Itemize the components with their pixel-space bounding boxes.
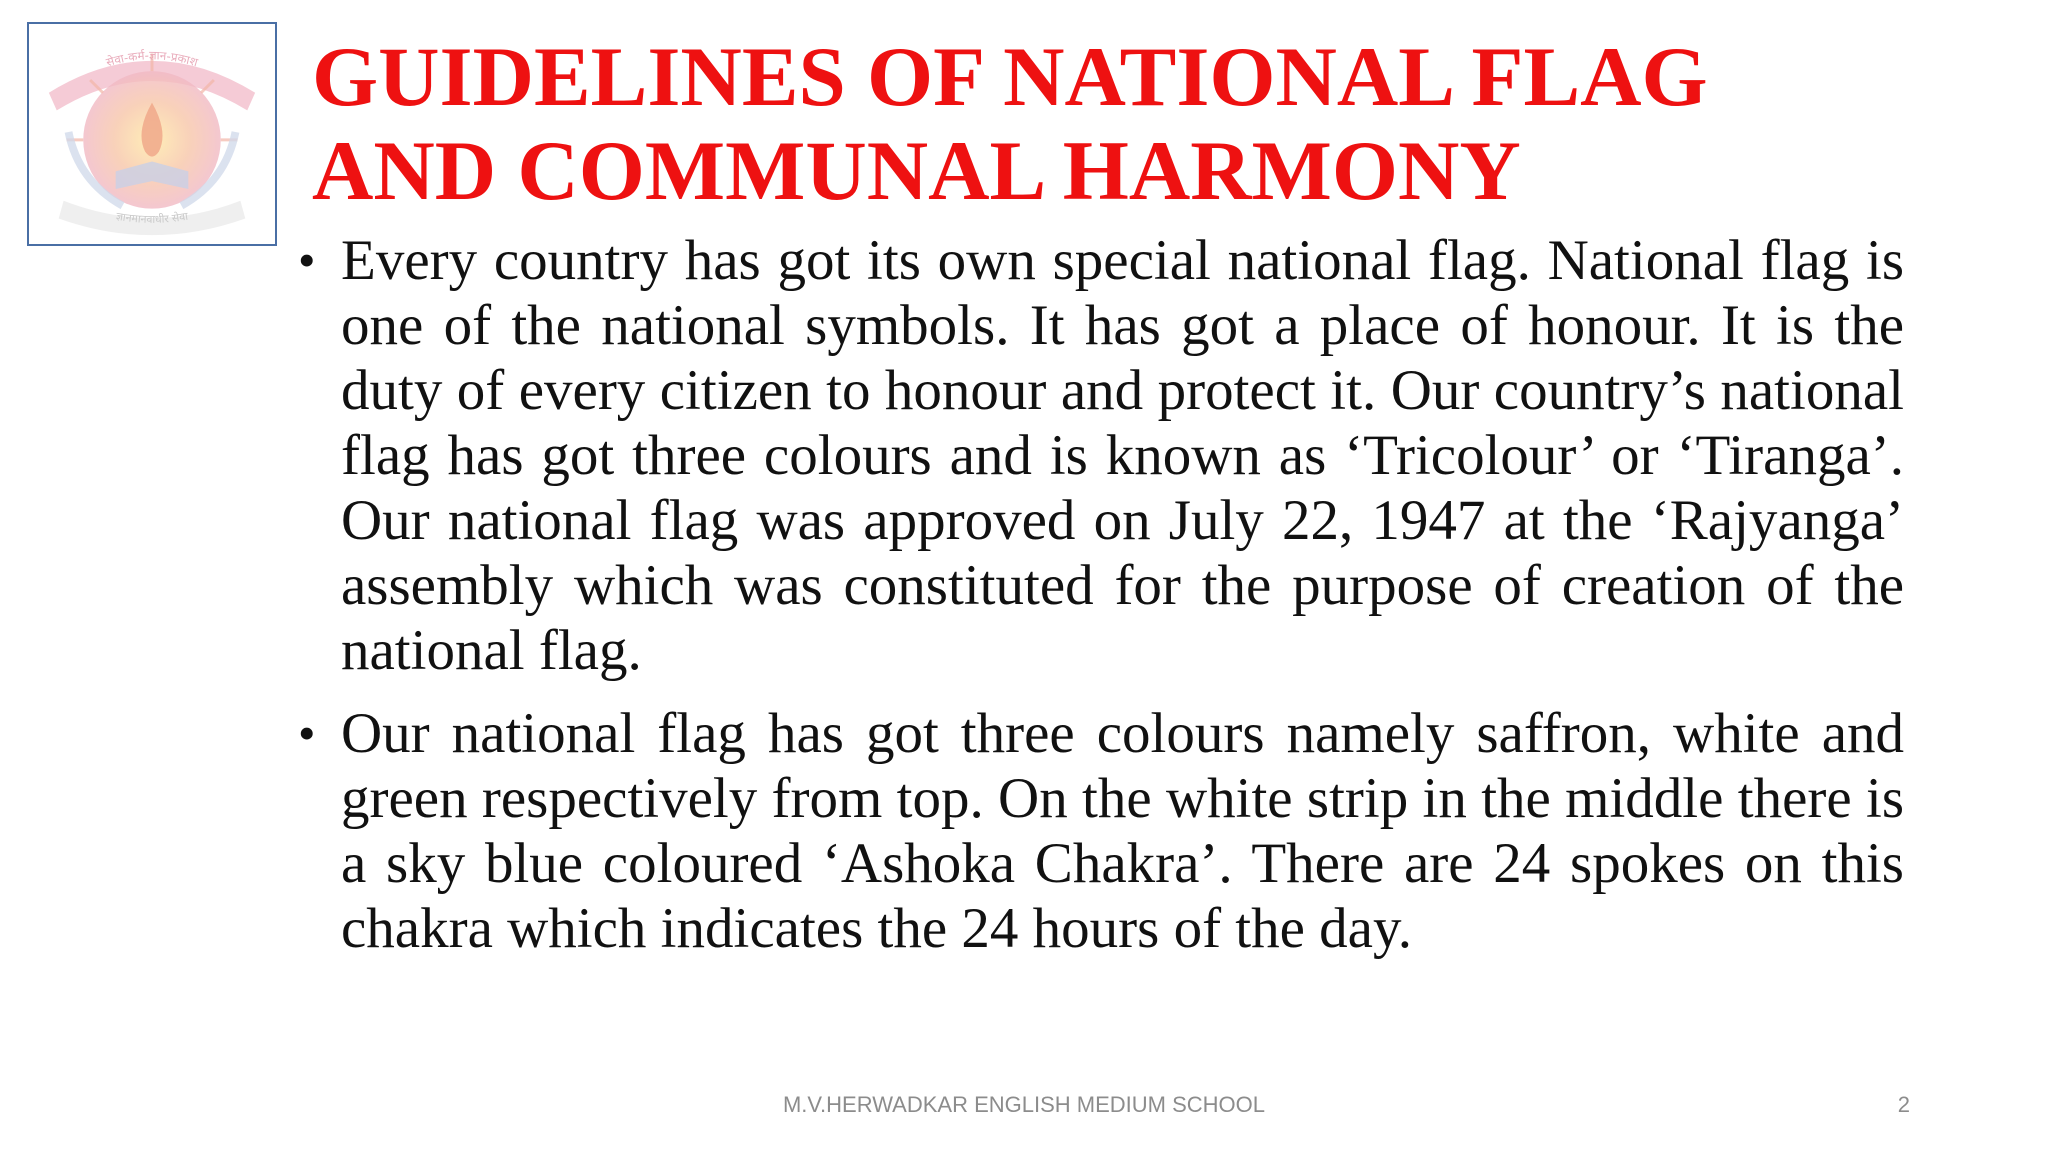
svg-text:ज्ञानमानवाधीर सेवा (115, 210, 189, 226)
footer-school-name: M.V.HERWADKAR ENGLISH MEDIUM SCHOOL (782, 1092, 1266, 1117)
slide-title-line-2: AND COMMUNAL HARMONY (312, 124, 1521, 218)
slide-title (312, 30, 2012, 218)
bullet-list (298, 228, 1904, 979)
slide-title-line-1: GUIDELINES OF NATIONAL FLAG (312, 30, 1708, 124)
bullet-item-flag-colours (298, 701, 1904, 961)
logo-top-banner-text: सेवा-कर्म-ज्ञान-प्रकाश (104, 48, 200, 70)
bullet-point-icon: • (298, 705, 316, 761)
school-logo (27, 22, 277, 246)
logo-bottom-banner-text: ज्ञानमानवाधीर सेवा (115, 209, 189, 226)
bullet-text: Every country has got its own special national flag. National flag is one of the national symbols. It has got a place of honour. It is the duty of every citizen to honour and protect it. Our country’s national flag has got three colours and is known as ‘Tricolour’ or ‘Tiranga’. Our national flag was approved on July 22, 1947 at the ‘Rajyanga’ assembly which was constituted for the purpose of creation of the national flag. (341, 229, 1904, 682)
bullet-point-icon: • (298, 232, 316, 288)
bullet-item-flag-intro (298, 228, 1904, 683)
school-emblem-icon (29, 24, 275, 244)
bullet-text: Our national flag has got three colours namely saffron, white and green respectively from top. On the white strip in the middle there is a sky blue coloured ‘Ashoka Chakra’. There are 24 spokes on this chakra which indicates the 24 hours of the day. (341, 702, 1904, 960)
slide-page-number: 2 (1897, 1092, 1910, 1117)
